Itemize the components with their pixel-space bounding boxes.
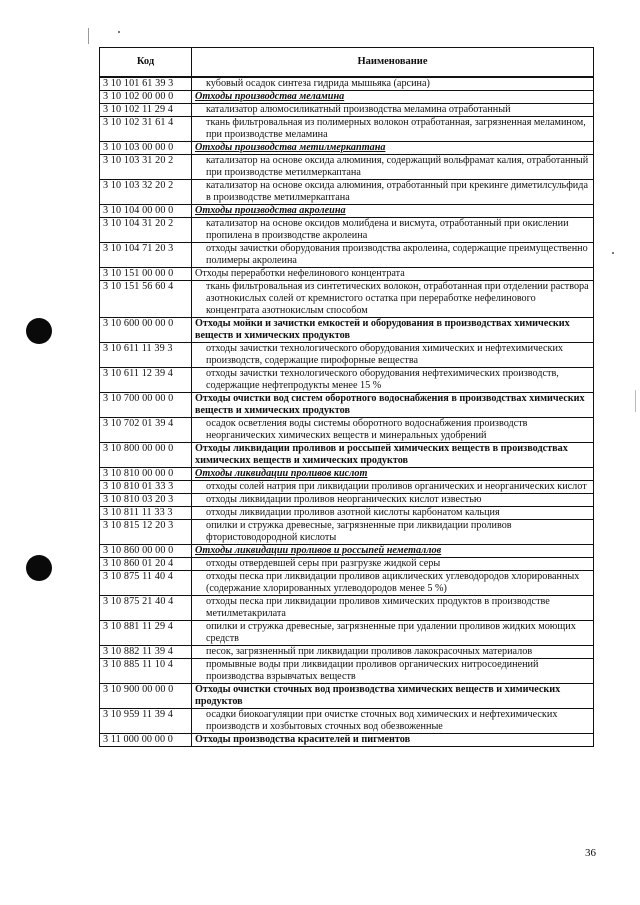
table-header-row [100, 48, 594, 78]
table-row [100, 318, 594, 343]
scan-mark [88, 28, 89, 44]
waste-name: Отходы переработки нефелинового концентрата [192, 268, 594, 281]
table-row [100, 343, 594, 368]
table-row [100, 393, 594, 418]
waste-name: катализатор алюмосиликатный производства меламина отработанный [192, 104, 594, 117]
waste-code: 3 10 860 01 20 4 [100, 558, 192, 571]
waste-name: отходы ликвидации проливов неорганических кислот известью [192, 494, 594, 507]
waste-name: Отходы ликвидации проливов и россыпей химических веществ в производствах химических веществ и химических продуктов [192, 443, 594, 468]
waste-code: 3 10 811 11 33 3 [100, 507, 192, 520]
waste-code: 3 10 103 00 00 0 [100, 142, 192, 155]
table-row [100, 468, 594, 481]
waste-name: промывные воды при ликвидации проливов органических нитросоединений производства взрывчатых веществ [192, 659, 594, 684]
waste-name: отходы зачистки оборудования производства акролеина, содержащие преимущественно полимеры акролеина [192, 243, 594, 268]
page-number: 36 [585, 847, 596, 859]
waste-code: 3 10 810 00 00 0 [100, 468, 192, 481]
table-row [100, 368, 594, 393]
table-row [100, 91, 594, 104]
waste-name: песок, загрязненный при ликвидации проливов лакокрасочных материалов [192, 646, 594, 659]
table-row [100, 684, 594, 709]
waste-code: 3 10 600 00 00 0 [100, 318, 192, 343]
waste-name: Отходы очистки вод систем оборотного водоснабжения в производствах химических веществ и химических продуктов [192, 393, 594, 418]
waste-name: катализатор на основе оксида алюминия, отработанный при крекинге диметилсульфида в производстве метилмеркаптана [192, 180, 594, 205]
table-row [100, 142, 594, 155]
table-row [100, 155, 594, 180]
waste-code: 3 10 104 31 20 2 [100, 218, 192, 243]
waste-code: 3 11 000 00 00 0 [100, 734, 192, 747]
table-row [100, 520, 594, 545]
table-row [100, 481, 594, 494]
waste-name: ткань фильтровальная из полимерных волокон отработанная, загрязненная меламином, при производстве меламина [192, 117, 594, 142]
table-row [100, 218, 594, 243]
column-header-name: Наименование [192, 48, 594, 78]
waste-name: отходы песка при ликвидации проливов ациклических углеводородов хлорированных (содержание хлорированных углеводородов менее 5 %) [192, 571, 594, 596]
waste-name: Отходы очистки сточных вод производства химических веществ и химических продуктов [192, 684, 594, 709]
table-row [100, 734, 594, 747]
waste-code: 3 10 102 31 61 4 [100, 117, 192, 142]
table-row [100, 104, 594, 117]
waste-code: 3 10 103 32 20 2 [100, 180, 192, 205]
table-row [100, 659, 594, 684]
waste-code: 3 10 702 01 39 4 [100, 418, 192, 443]
waste-name: отходы зачистки технологического оборудования нефтехимических производств, содержащие нефтепродукты менее 15 % [192, 368, 594, 393]
waste-code: 3 10 102 00 00 0 [100, 91, 192, 104]
table-row [100, 77, 594, 91]
waste-name: Отходы ликвидации проливов кислот [192, 468, 594, 481]
column-header-code: Код [100, 48, 192, 78]
waste-name: отходы солей натрия при ликвидации проливов органических и неорганических кислот [192, 481, 594, 494]
waste-name: ткань фильтровальная из синтетических волокон, отработанная при отделении раствора азотнокислых солей от кремнистого остатка при переработке нефелинового концентрата азотнокислым способом [192, 281, 594, 318]
table-row [100, 268, 594, 281]
table-body [100, 77, 594, 747]
table-row [100, 507, 594, 520]
waste-code: 3 10 104 00 00 0 [100, 205, 192, 218]
waste-name: Отходы производства красителей и пигментов [192, 734, 594, 747]
waste-code: 3 10 800 00 00 0 [100, 443, 192, 468]
waste-name: Отходы производства метилмеркаптана [192, 142, 594, 155]
table-row [100, 545, 594, 558]
scan-speck [612, 252, 614, 254]
table-row [100, 243, 594, 268]
waste-code: 3 10 101 61 39 3 [100, 77, 192, 91]
table-row [100, 418, 594, 443]
table-row [100, 281, 594, 318]
waste-code: 3 10 875 11 40 4 [100, 571, 192, 596]
waste-name: опилки и стружка древесные, загрязненные при ликвидации проливов фтористоводородной кислоты [192, 520, 594, 545]
punch-hole-bottom [26, 555, 52, 581]
scan-speck [118, 31, 120, 33]
table-row [100, 709, 594, 734]
waste-name: осадок осветления воды системы оборотного водоснабжения производств неорганических химических веществ и минеральных удобрений [192, 418, 594, 443]
waste-name: отходы ликвидации проливов азотной кислоты карбонатом кальция [192, 507, 594, 520]
waste-code: 3 10 860 00 00 0 [100, 545, 192, 558]
waste-code: 3 10 151 56 60 4 [100, 281, 192, 318]
table-row [100, 621, 594, 646]
waste-code: 3 10 875 21 40 4 [100, 596, 192, 621]
table-row [100, 596, 594, 621]
waste-name: опилки и стружка древесные, загрязненные при удалении проливов жидких моющих средств [192, 621, 594, 646]
waste-name: кубовый осадок синтеза гидрида мышьяка (арсина) [192, 77, 594, 91]
table-row [100, 494, 594, 507]
waste-code: 3 10 102 11 29 4 [100, 104, 192, 117]
waste-code: 3 10 810 03 20 3 [100, 494, 192, 507]
waste-name: катализатор на основе оксида алюминия, содержащий вольфрамат калия, отработанный при производстве метилмеркаптана [192, 155, 594, 180]
waste-name: Отходы производства акролеина [192, 205, 594, 218]
table-row [100, 443, 594, 468]
waste-code: 3 10 900 00 00 0 [100, 684, 192, 709]
waste-name: Отходы ликвидации проливов и россыпей неметаллов [192, 545, 594, 558]
punch-hole-top [26, 318, 52, 344]
scan-mark [635, 390, 636, 412]
table-row [100, 558, 594, 571]
waste-code: 3 10 959 11 39 4 [100, 709, 192, 734]
waste-code: 3 10 104 71 20 3 [100, 243, 192, 268]
waste-name: отходы отвердевшей серы при разгрузке жидкой серы [192, 558, 594, 571]
waste-code: 3 10 611 11 39 3 [100, 343, 192, 368]
waste-name: отходы песка при ликвидации проливов химических продуктов в производстве метилметакрилата [192, 596, 594, 621]
waste-code: 3 10 103 31 20 2 [100, 155, 192, 180]
waste-codes-table [99, 47, 594, 747]
waste-code: 3 10 611 12 39 4 [100, 368, 192, 393]
waste-code: 3 10 881 11 29 4 [100, 621, 192, 646]
waste-code: 3 10 815 12 20 3 [100, 520, 192, 545]
waste-name: Отходы мойки и зачистки емкостей и оборудования в производствах химических веществ и химических продуктов [192, 318, 594, 343]
waste-code: 3 10 700 00 00 0 [100, 393, 192, 418]
waste-code: 3 10 885 11 10 4 [100, 659, 192, 684]
waste-code: 3 10 882 11 39 4 [100, 646, 192, 659]
table-row [100, 180, 594, 205]
waste-code: 3 10 151 00 00 0 [100, 268, 192, 281]
waste-name: отходы зачистки технологического оборудования химических и нефтехимических производств, содержащие пирофорные вещества [192, 343, 594, 368]
table-row [100, 571, 594, 596]
waste-code: 3 10 810 01 33 3 [100, 481, 192, 494]
table-row [100, 117, 594, 142]
waste-name: осадки биокоагуляции при очистке сточных вод химических и нефтехимических производств и хозбытовых сточных вод обезвоженные [192, 709, 594, 734]
waste-name: Отходы производства меламина [192, 91, 594, 104]
table-row [100, 646, 594, 659]
table-row [100, 205, 594, 218]
waste-name: катализатор на основе оксидов молибдена и висмута, отработанный при окислении пропилена в производстве акролеина [192, 218, 594, 243]
